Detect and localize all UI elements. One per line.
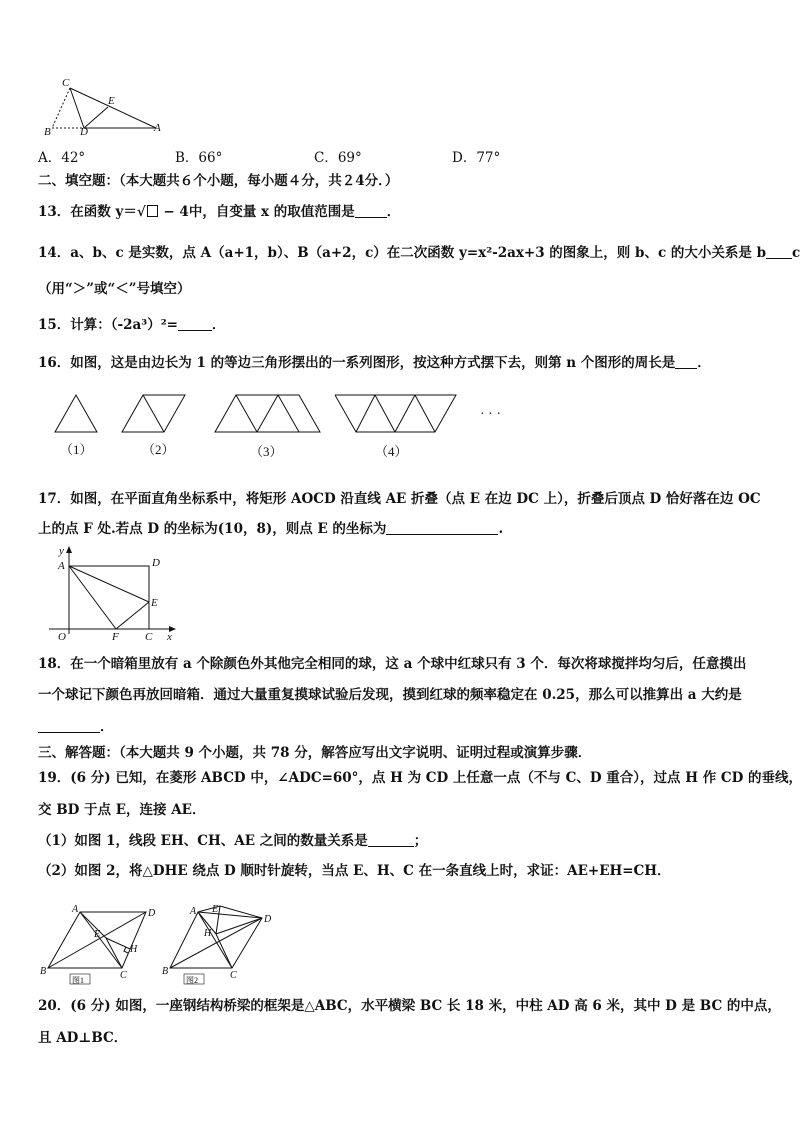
fig19b-e: E	[212, 904, 219, 915]
coordinate-diagram	[44, 544, 184, 644]
rhombus-diagram-2	[160, 904, 280, 986]
q18-answer-blank[interactable]	[38, 718, 100, 733]
q19-part1-text: （1）如图 1，线段 EH、CH、AE 之间的数量关系是	[38, 833, 368, 849]
question-13: 13．在函数 y＝√ − 4中，自变量 x 的取值范围是 ．	[38, 204, 401, 220]
question-16	[38, 354, 711, 372]
q15-text: 15．计算：（-2a³）²=	[38, 317, 178, 333]
q15-answer-blank[interactable]	[178, 316, 212, 331]
fig17-f: F	[112, 631, 119, 643]
fig17-e: E	[151, 597, 158, 609]
q16-text: 16．如图，这是由边长为 1 的等边三角形摆出的一系列图形，按这种方式摆下去，则第 n 个图形的周长是	[38, 355, 676, 371]
q14-text: 14．a、b、c 是实数，点 A（a+1，b）、B（a+2，c）在二次函数 y=x²-2ax+3 的图象上，则 b、c 的大小关系是 b	[38, 245, 767, 261]
fig19a-caption: 图1	[72, 976, 84, 985]
rhombus-diagram-1	[36, 904, 156, 986]
q12-option-b: B．66°	[175, 150, 223, 166]
fig19a-c: C	[120, 970, 127, 981]
question-17-line1: 17．如图，在平面直角坐标系中，将矩形 AOCD 沿直线 AE 折叠（点 E 在边 DC 上），折叠后顶点 D 恰好落在边 OC	[38, 491, 761, 507]
fig19b-d: D	[264, 914, 272, 925]
triangles-sequence-diagram	[50, 388, 520, 463]
question-19-part2: （2）如图 2，将△DHE 绕点 D 顺时针旋转，当点 E、H、C 在一条直线上时，求证：AE+EH=CH．	[38, 863, 671, 879]
q13-end: ．	[386, 204, 401, 220]
label-a: A	[154, 122, 161, 134]
q13-text-pre: 13．在函数 y＝√	[38, 204, 146, 220]
q12-figure	[40, 76, 170, 136]
question-18-line3	[38, 718, 114, 736]
q19-answer-blank[interactable]	[368, 832, 414, 847]
fig19b-a: A	[190, 906, 197, 917]
q15-end: ．	[211, 317, 226, 333]
q17-end: .	[498, 521, 504, 537]
q18-end: ．	[100, 719, 114, 735]
fig16-label-3: （3）	[250, 444, 283, 459]
q14-text-end: c	[792, 245, 801, 261]
q12-option-d: D．77°	[452, 150, 501, 166]
q16-answer-blank[interactable]	[675, 354, 697, 369]
fig17-o: O	[58, 631, 66, 643]
fig17-x: x	[167, 631, 172, 643]
fig17-a: A	[58, 560, 65, 572]
fig17-c: C	[145, 631, 153, 643]
question-17-line2	[38, 520, 503, 538]
section-3-heading: 三、解答题：（本大题共 9 个小题，共 78 分，解答应写出文字说明、证明过程或演算步骤．	[38, 745, 592, 761]
fig19b-b: B	[162, 966, 169, 977]
q19-figure-1	[36, 904, 156, 986]
fig19b-c: C	[230, 970, 237, 981]
fig19b-h: H	[204, 928, 212, 939]
fig19a-h: H	[130, 944, 138, 955]
q16-figure	[50, 388, 520, 463]
fig19a-a: A	[72, 904, 79, 915]
fig16-label-1: （1）	[60, 442, 93, 457]
fig19a-e: E	[94, 929, 101, 940]
q17-figure	[44, 544, 184, 644]
question-18-line2: 一个球记下颜色再放回暗箱．通过大量重复摸球试验后发现，摸到红球的频率稳定在 0.25，那么可以推算出 a 大约是	[38, 687, 742, 703]
q17-answer-blank[interactable]	[386, 520, 498, 535]
question-20-line2: 且 AD⊥BC．	[38, 1030, 128, 1046]
label-d: D	[80, 126, 88, 138]
section-2-heading: 二、填空题：（本大题共６个小题，每小题４分，共２4分．）	[38, 173, 399, 189]
q12-option-a: A．42°	[38, 150, 86, 166]
q19-part1-end: ；	[413, 833, 428, 849]
label-b: B	[44, 126, 51, 138]
q17-text: 上的点 F 处.若点 D 的坐标为(10，8)，则点 E 的坐标为	[38, 521, 387, 537]
fig19a-b: B	[40, 966, 47, 977]
fig17-y: y	[59, 545, 64, 557]
q16-end: ．	[697, 355, 711, 371]
q12-option-c: C．69°	[314, 150, 362, 166]
question-20-line1: 20．(6 分) 如图，一座钢结构桥梁的框架是△ABC，水平横梁 BC 长 18 米，中柱 AD 高 6 米，其中 D 是 BC 的中点，	[38, 998, 781, 1014]
q13-text-post: 中，自变量 x 的取值范围是	[188, 204, 355, 220]
q13-answer-blank[interactable]	[355, 203, 387, 218]
fig16-label-2: （2）	[142, 442, 175, 457]
question-14-line2: （用“＞”或“＜”号填空）	[38, 281, 191, 297]
question-19-line1: 19．(6 分) 已知，在菱形 ABCD 中，∠ADC=60°，点 H 为 CD 上任意一点（不与 C、D 重合），过点 H 作 CD 的垂线，	[38, 770, 802, 786]
radicand-box-icon	[147, 205, 158, 217]
question-18-line1: 18．在一个暗箱里放有 a 个除颜色外其他完全相同的球，这 a 个球中红球只有 3 个．每次将球搅拌均匀后，任意摸出	[38, 656, 747, 672]
label-e: E	[108, 95, 115, 107]
q19-figure-2	[160, 904, 280, 986]
fig19b-caption: 图2	[186, 976, 198, 985]
fig16-label-4: （4）	[375, 444, 408, 459]
question-14-line1	[38, 244, 800, 262]
question-19-part1	[38, 832, 427, 850]
fig19a-d: D	[148, 908, 156, 919]
fig17-d: D	[152, 557, 160, 569]
triangle-diagram	[40, 76, 170, 136]
q14-answer-blank[interactable]	[766, 244, 792, 259]
label-c: C	[62, 77, 70, 89]
fig16-ellipsis: · · ·	[480, 407, 501, 422]
question-19-line2: 交 BD 于点 E，连接 AE．	[38, 802, 206, 818]
question-15	[38, 316, 225, 334]
